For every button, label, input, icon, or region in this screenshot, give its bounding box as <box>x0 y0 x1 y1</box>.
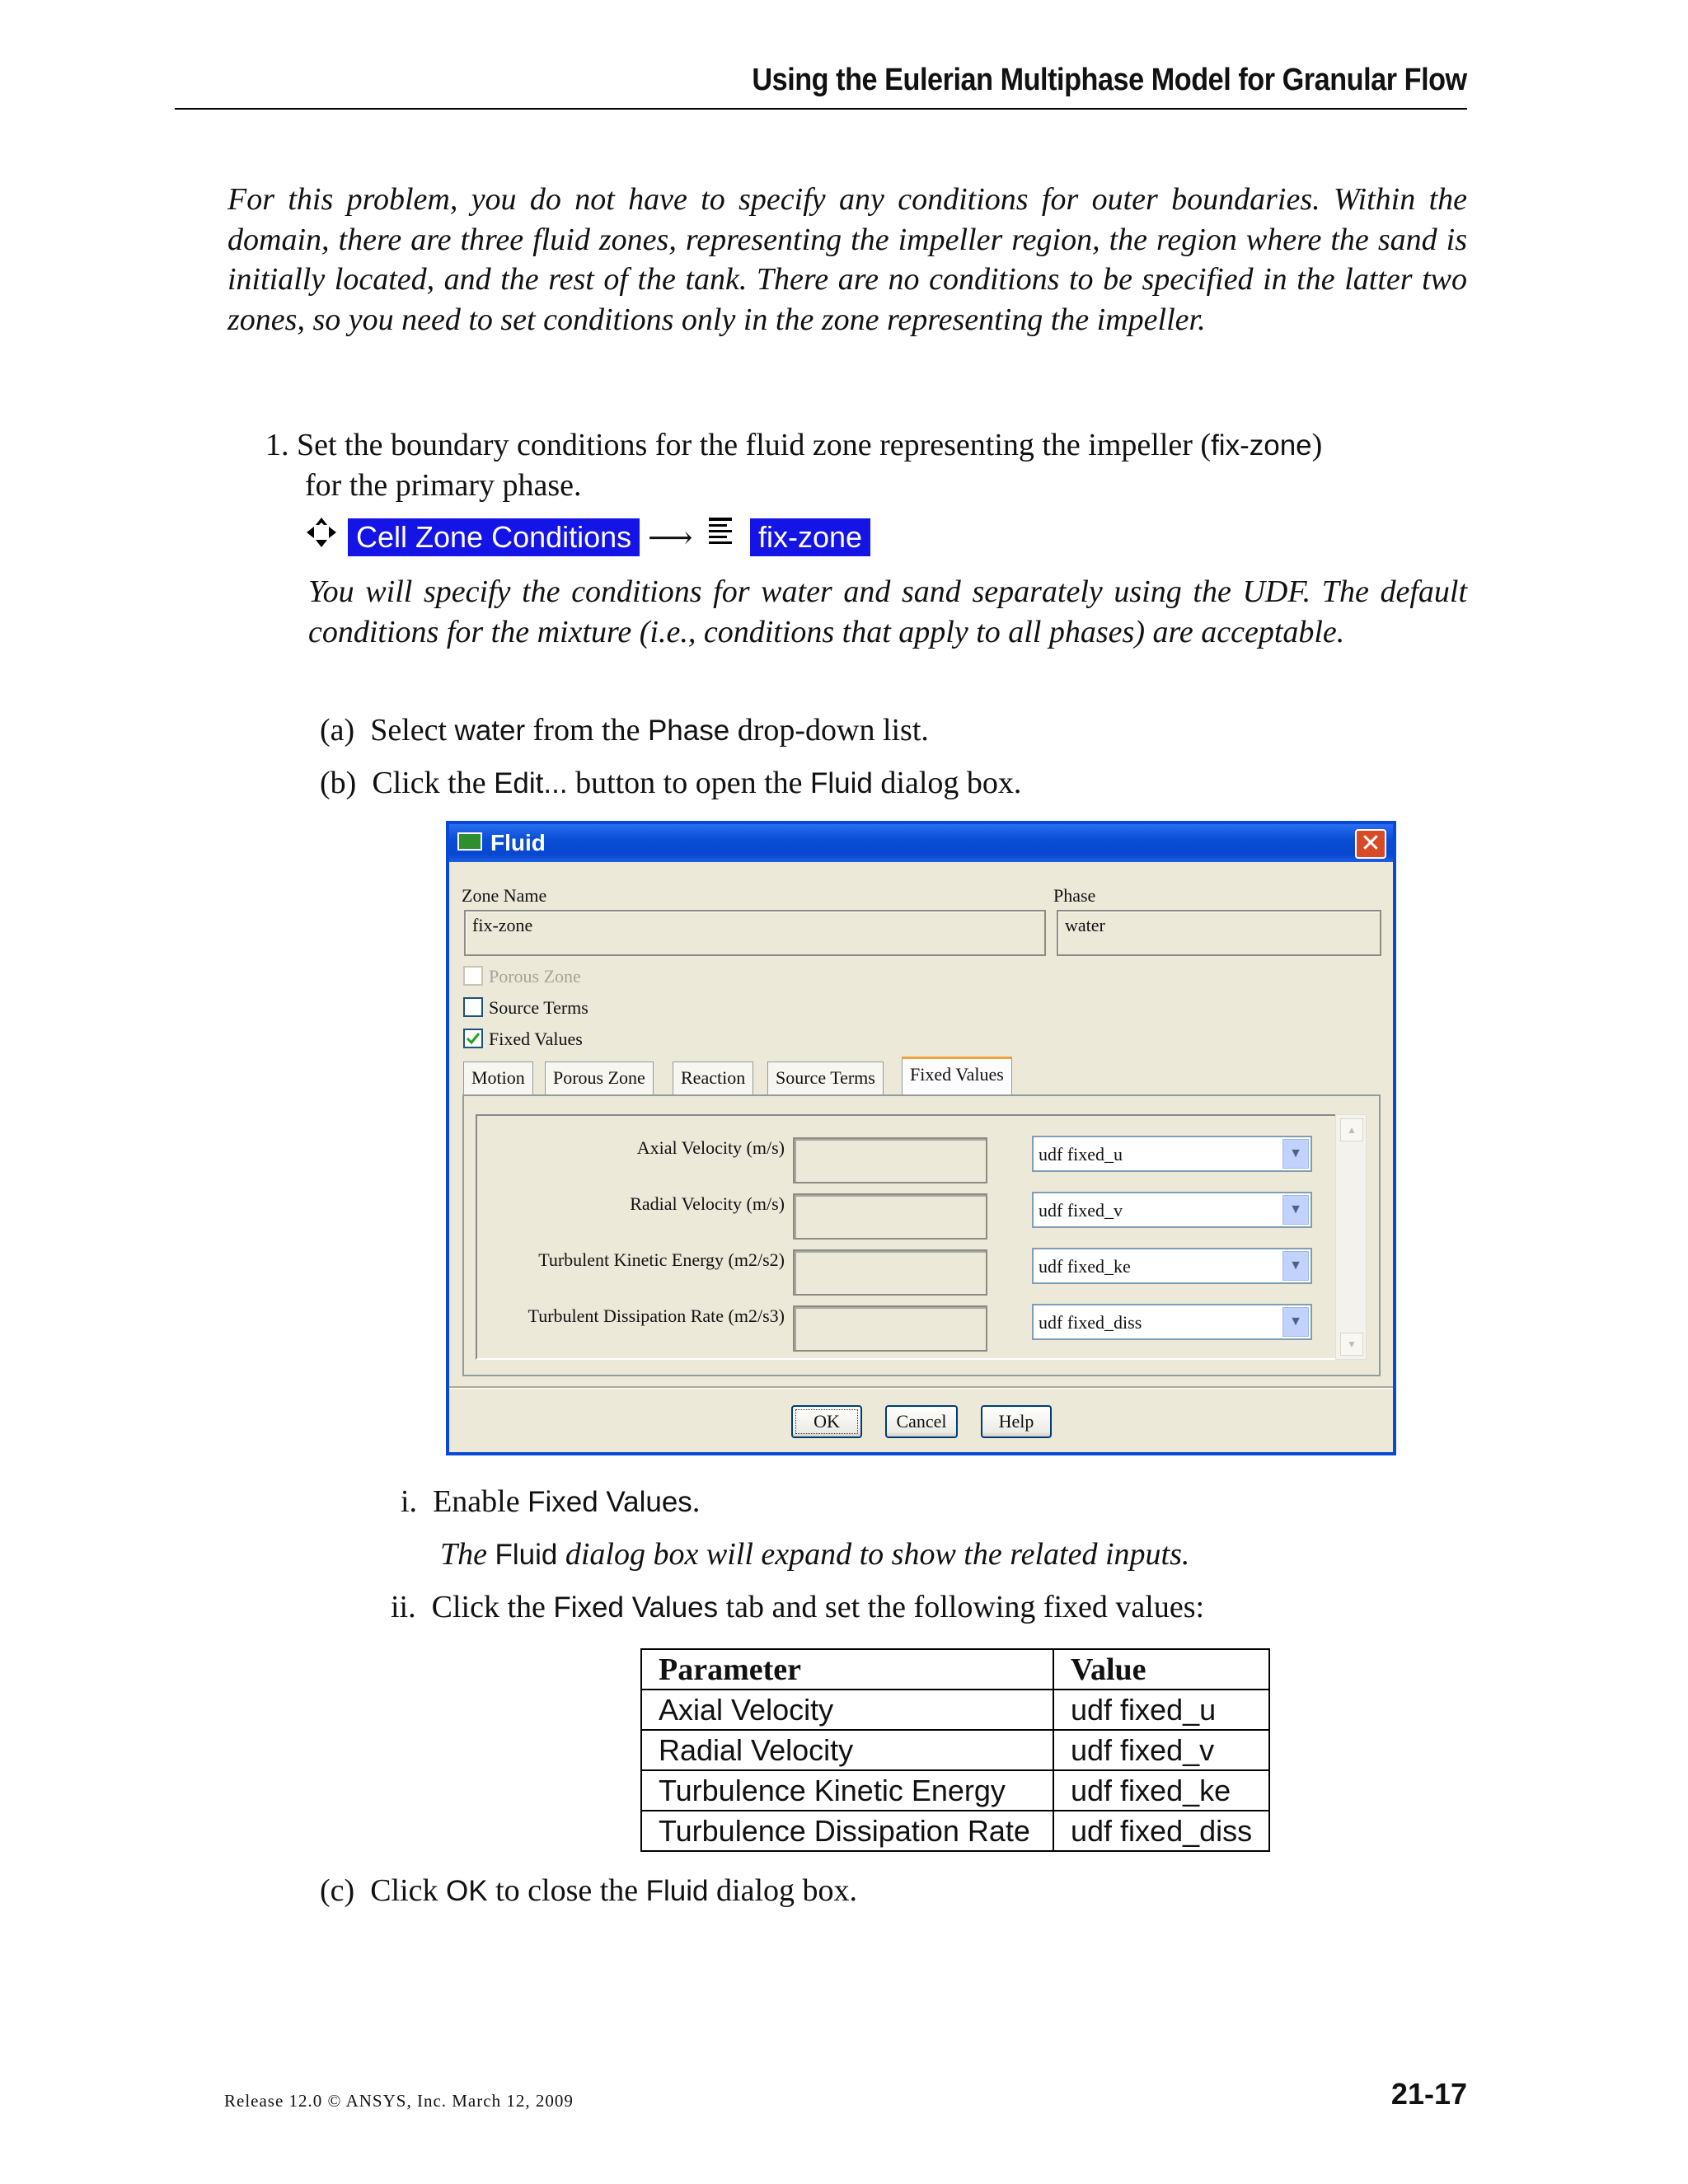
zone-name-field[interactable]: fix-zone <box>464 910 1046 956</box>
phase-field[interactable]: water <box>1057 910 1381 956</box>
scroll-down-icon[interactable]: ▼ <box>1340 1333 1363 1356</box>
cell-value: udf fixed_diss <box>1053 1811 1269 1851</box>
turbulent-diss-input[interactable] <box>793 1305 987 1352</box>
note-udf: You will specify the conditions for water and sand separately using the UDF. The default conditions for the mixture (i.e., conditions that apply to all phases) are acceptable. <box>308 574 1467 649</box>
ui-ref-fluid: Fluid <box>495 1539 558 1571</box>
substep-label: (b) <box>320 766 357 800</box>
source-terms-label: Source Terms <box>489 997 588 1018</box>
step-text: Set the boundary conditions for the fluid zone representing the impeller ( <box>297 428 1212 462</box>
substep-ii <box>391 1589 1204 1625</box>
text: from the <box>525 713 648 748</box>
table-row <box>641 1730 1269 1770</box>
tab-reaction[interactable]: Reaction <box>673 1062 753 1094</box>
radial-velocity-select[interactable] <box>1032 1192 1312 1228</box>
cell-value: udf fixed_v <box>1053 1730 1269 1770</box>
cancel-button[interactable]: Cancel <box>885 1405 958 1438</box>
chevron-down-icon[interactable]: ▼ <box>1282 1195 1309 1225</box>
list-icon <box>707 516 735 551</box>
cell-parameter: Axial Velocity <box>641 1690 1053 1730</box>
text: dialog box. <box>708 1873 858 1908</box>
ui-ref-fluid: Fluid <box>810 767 873 799</box>
substep-b <box>320 765 1021 801</box>
close-icon[interactable]: ✕ <box>1355 829 1386 859</box>
intro-paragraph: For this problem, you do not have to specify any conditions for outer boundaries. Within the domain, there are three fluid zones, representing the impeller region, the region where the sand is initially located, and the rest of the tank. There are no conditions to be specified in the latter two zones, so you need to set conditions only in the zone representing the impeller. <box>227 182 1467 337</box>
source-terms-checkbox[interactable] <box>463 997 483 1017</box>
footer-release: Release 12.0 © ANSYS, Inc. March 12, 2009 <box>224 2091 574 2111</box>
check-icon <box>465 1030 481 1047</box>
substep-label: i. <box>401 1484 418 1519</box>
turbulent-ke-select[interactable] <box>1032 1248 1312 1284</box>
scroll-up-icon[interactable]: ▲ <box>1340 1118 1363 1141</box>
text: Click the <box>372 766 495 800</box>
select-value: udf fixed_ke <box>1039 1256 1131 1277</box>
text: dialog box. <box>872 766 1022 800</box>
substep-i <box>401 1483 700 1520</box>
ui-ref-fixed-values: Fixed Values <box>553 1591 719 1624</box>
text: . <box>692 1484 701 1519</box>
phase-label: Phase <box>1053 885 1096 906</box>
header-parameter: Parameter <box>641 1649 1053 1690</box>
nav-fix-zone[interactable]: fix-zone <box>750 518 870 556</box>
text: drop-down list. <box>729 713 929 748</box>
table-header-row <box>641 1649 1269 1690</box>
substep-label: (a) <box>320 713 355 748</box>
ui-ref-ok: OK <box>446 1875 488 1907</box>
fixed-values-checkbox[interactable] <box>463 1029 483 1048</box>
zone-name-label: Zone Name <box>462 885 547 906</box>
move-icon <box>305 516 338 553</box>
text: Select <box>370 713 455 748</box>
running-header: Using the Eulerian Multiphase Model for Granular Flow <box>752 63 1467 97</box>
step-1-cont: for the primary phase. <box>305 468 582 503</box>
page-number: 21-17 <box>1390 2077 1467 2111</box>
turbulent-ke-label: Turbulent Kinetic Energy (m2/s2) <box>538 1249 785 1270</box>
cell-value: udf fixed_ke <box>1053 1770 1269 1811</box>
ui-ref-phase: Phase <box>647 715 730 747</box>
nav-arrow: ⟶ <box>648 521 693 555</box>
step-number: 1. <box>265 428 289 462</box>
table-row <box>641 1770 1269 1811</box>
turbulent-diss-label: Turbulent Dissipation Rate (m2/s3) <box>528 1305 785 1326</box>
ok-button[interactable]: OK <box>791 1405 862 1438</box>
select-value: udf fixed_diss <box>1039 1312 1142 1333</box>
tab-porous-zone[interactable]: Porous Zone <box>545 1062 654 1094</box>
chevron-down-icon[interactable]: ▼ <box>1282 1139 1309 1169</box>
table-row <box>641 1690 1269 1730</box>
radial-velocity-input[interactable] <box>793 1193 987 1240</box>
table-row <box>641 1811 1269 1851</box>
tab-fixed-values[interactable]: Fixed Values <box>902 1057 1012 1094</box>
select-value: udf fixed_u <box>1039 1144 1123 1165</box>
chevron-down-icon[interactable]: ▼ <box>1282 1251 1309 1281</box>
substep-c <box>320 1872 857 1909</box>
header-rule <box>175 108 1467 110</box>
text: dialog box will expand to show the related inputs. <box>557 1537 1190 1572</box>
text: The <box>440 1537 495 1572</box>
step-1 <box>265 427 1322 463</box>
note-fluid-expand <box>440 1536 1189 1572</box>
text: tab and set the following fixed values: <box>718 1590 1205 1624</box>
fixed-values-label: Fixed Values <box>489 1029 583 1049</box>
cell-value: udf fixed_u <box>1053 1690 1269 1730</box>
substep-label: (c) <box>320 1873 355 1908</box>
header-value: Value <box>1053 1649 1269 1690</box>
dialog-title-bar[interactable] <box>449 824 1393 862</box>
axial-velocity-select[interactable] <box>1032 1136 1312 1172</box>
nav-cell-zone-conditions[interactable]: Cell Zone Conditions <box>348 518 640 556</box>
dialog-title: Fluid <box>490 830 546 855</box>
cell-parameter: Turbulence Dissipation Rate <box>641 1811 1053 1851</box>
ui-ref-edit: Edit... <box>494 767 568 799</box>
turbulent-diss-select[interactable] <box>1032 1304 1312 1340</box>
help-button[interactable]: Help <box>981 1405 1052 1438</box>
select-value: udf fixed_v <box>1039 1200 1123 1221</box>
text: Enable <box>433 1484 528 1519</box>
step-text-close: ) <box>1311 428 1323 462</box>
text: Click the <box>431 1590 554 1624</box>
porous-zone-checkbox[interactable] <box>463 966 483 986</box>
cell-parameter: Turbulence Kinetic Energy <box>641 1770 1053 1811</box>
axial-velocity-label: Axial Velocity (m/s) <box>636 1137 785 1158</box>
cell-parameter: Radial Velocity <box>641 1730 1053 1770</box>
turbulent-ke-input[interactable] <box>793 1249 987 1296</box>
text: button to open the <box>567 766 811 800</box>
app-icon <box>457 832 482 851</box>
text: Click <box>370 1873 447 1908</box>
dialog-separator <box>449 1386 1393 1389</box>
substep-label: ii. <box>391 1590 416 1624</box>
substep-a <box>320 712 929 748</box>
porous-zone-label: Porous Zone <box>489 966 581 987</box>
radial-velocity-label: Radial Velocity (m/s) <box>630 1193 785 1214</box>
zone-name-ref: fix-zone <box>1211 429 1312 462</box>
tab-source-terms[interactable]: Source Terms <box>767 1062 884 1094</box>
ui-ref-fluid: Fluid <box>645 1875 709 1907</box>
axial-velocity-input[interactable] <box>793 1137 987 1183</box>
text: to close the <box>487 1873 646 1908</box>
ui-ref-fixed-values: Fixed Values <box>528 1486 692 1518</box>
fixed-values-table <box>640 1648 1270 1852</box>
ui-ref-water: water <box>454 715 526 747</box>
chevron-down-icon[interactable]: ▼ <box>1282 1307 1309 1337</box>
tab-motion[interactable]: Motion <box>463 1062 533 1094</box>
panel-scrollbar[interactable] <box>1335 1114 1367 1360</box>
